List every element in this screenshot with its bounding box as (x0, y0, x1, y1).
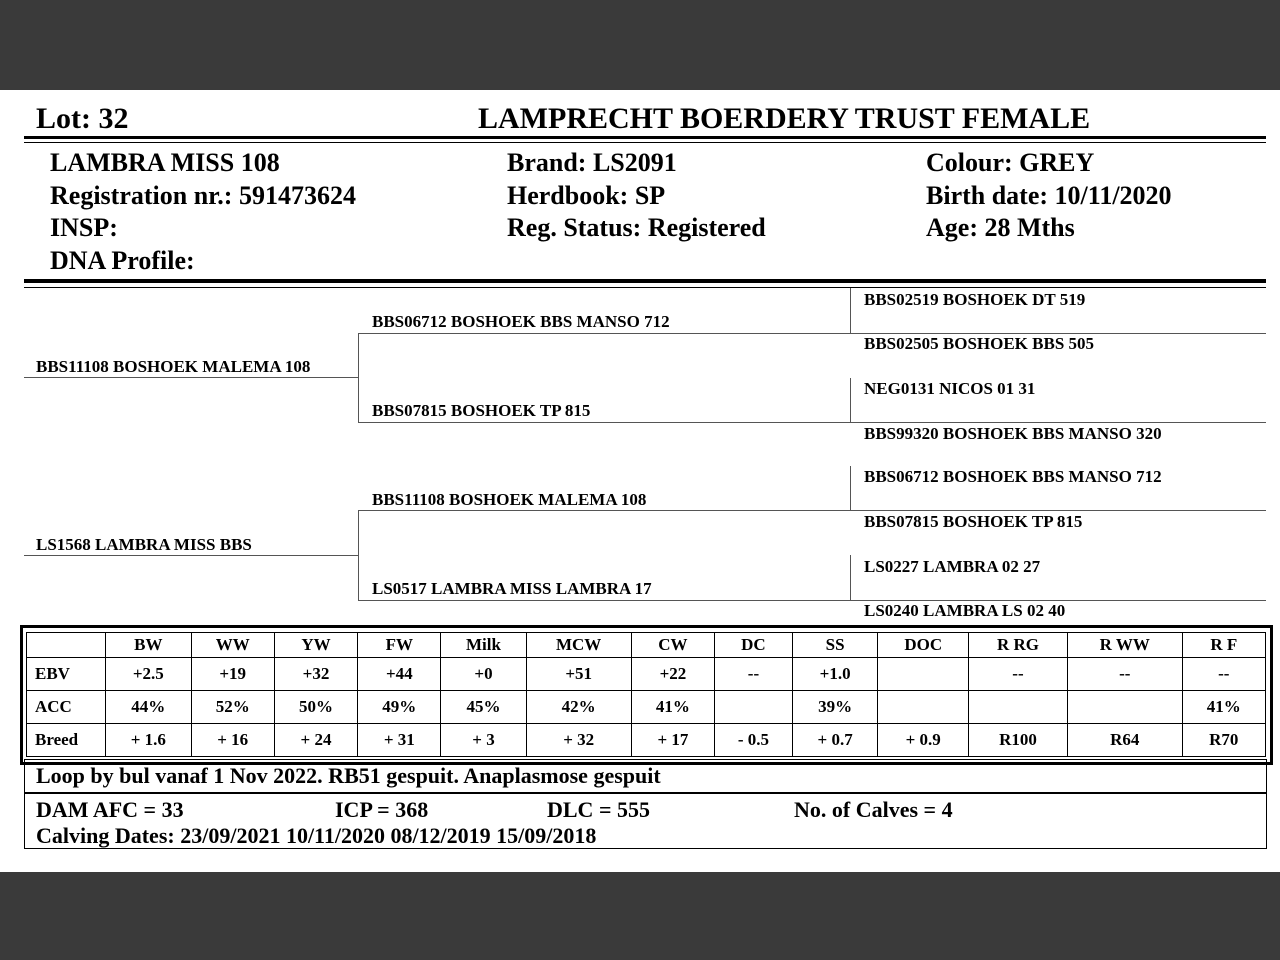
ebv-cell: 45% (441, 691, 526, 724)
dam-dlc: DLC = 555 (547, 797, 650, 822)
ebv-table (26, 632, 1266, 757)
ebv-cell: +2.5 (106, 658, 192, 691)
pedigree-gen3-2: BBS02505 BOSHOEK BBS 505 (864, 334, 1095, 353)
ebv-header-cell: R WW (1067, 633, 1182, 658)
ebv-header-cell: R RG (969, 633, 1068, 658)
dam-stats-box (24, 793, 1267, 849)
ebv-cell: +0 (441, 658, 526, 691)
ebv-row-acc (27, 691, 1266, 724)
insp-label: INSP: (50, 213, 118, 242)
ebv-header-cell: R F (1182, 633, 1265, 658)
ebv-row-breed (27, 724, 1266, 757)
ebv-cell: 41% (1182, 691, 1265, 724)
ebv-cell: R64 (1067, 724, 1182, 757)
ebv-header-cell: MCW (526, 633, 631, 658)
ebv-header-cell: BW (106, 633, 192, 658)
ebv-cell: 50% (274, 691, 357, 724)
sheet-title: LAMPRECHT BOERDERY TRUST FEMALE (478, 102, 1091, 135)
ebv-cell: 42% (526, 691, 631, 724)
ebv-cell: +22 (631, 658, 714, 691)
brand: Brand: LS2091 (507, 148, 677, 177)
pedigree-dam-sire: BBS11108 BOSHOEK MALEMA 108 (372, 490, 647, 509)
ebv-header-cell: DC (715, 633, 793, 658)
ebv-cell (878, 691, 969, 724)
ebv-cell: 52% (191, 691, 274, 724)
ebv-cell: -- (715, 658, 793, 691)
registration-number: Registration nr.: 591473624 (50, 181, 356, 210)
ebv-cell: -- (1182, 658, 1265, 691)
pedigree-gen3-5: BBS06712 BOSHOEK BBS MANSO 712 (864, 467, 1162, 486)
ebv-cell (878, 658, 969, 691)
dam-calving-dates: Calving Dates: 23/09/2021 10/11/2020 08/12/2019 15/09/2018 (36, 823, 597, 848)
ebv-cell: +51 (526, 658, 631, 691)
ebv-cell (1067, 691, 1182, 724)
ebv-header-cell: DOC (878, 633, 969, 658)
ebv-cell (715, 691, 793, 724)
pedigree-sire-sire: BBS06712 BOSHOEK BBS MANSO 712 (372, 312, 670, 331)
notes-text: Loop by bul vanaf 1 Nov 2022. RB51 gespuit. Anaplasmose gespuit (36, 763, 661, 788)
ebv-cell: R70 (1182, 724, 1265, 757)
ebv-header-row (27, 633, 1266, 658)
ebv-cell: + 0.9 (878, 724, 969, 757)
pedigree-gen3-8: LS0240 LAMBRA LS 02 40 (864, 601, 1066, 620)
ebv-row-label: ACC (27, 691, 106, 724)
dna-profile-label: DNA Profile: (50, 246, 195, 275)
lot-sheet (0, 90, 1280, 872)
ebv-header-cell: YW (274, 633, 357, 658)
registration-status: Reg. Status: Registered (507, 213, 766, 242)
animal-name: LAMBRA MISS 108 (50, 148, 280, 177)
title-rule-thin (24, 142, 1266, 143)
notes-box (24, 759, 1267, 793)
ebv-row-label: Breed (27, 724, 106, 757)
ebv-header-blank (27, 633, 106, 658)
ebv-cell: + 3 (441, 724, 526, 757)
ebv-cell: + 17 (631, 724, 714, 757)
ebv-cell: 49% (358, 691, 441, 724)
ebv-header-cell: WW (191, 633, 274, 658)
title-rule-thick (24, 136, 1266, 139)
dam-number-of-calves: No. of Calves = 4 (794, 797, 953, 822)
ebv-cell (969, 691, 1068, 724)
info-rule-thin (24, 287, 1266, 288)
ebv-cell: +1.0 (792, 658, 878, 691)
pedigree-sire-dam: BBS07815 BOSHOEK TP 815 (372, 401, 591, 420)
bottom-dark-band (0, 872, 1280, 960)
ebv-cell: + 16 (191, 724, 274, 757)
ebv-cell: 41% (631, 691, 714, 724)
ebv-cell: -- (1067, 658, 1182, 691)
pedigree-gen3-4: BBS99320 BOSHOEK BBS MANSO 320 (864, 424, 1162, 443)
pedigree-gen3-3: NEG0131 NICOS 01 31 (864, 379, 1036, 398)
info-rule-thick (24, 279, 1266, 283)
dam-icp: ICP = 368 (335, 797, 429, 822)
pedigree-dam-dam: LS0517 LAMBRA MISS LAMBRA 17 (372, 579, 652, 598)
lot-number: Lot: 32 (36, 102, 129, 135)
ebv-cell: + 32 (526, 724, 631, 757)
ebv-header-cell: SS (792, 633, 878, 658)
ebv-cell: + 1.6 (106, 724, 192, 757)
herdbook: Herdbook: SP (507, 181, 666, 210)
ebv-header-cell: Milk (441, 633, 526, 658)
ebv-cell: + 24 (274, 724, 357, 757)
ebv-cell: + 31 (358, 724, 441, 757)
pedigree-gen3-1: BBS02519 BOSHOEK DT 519 (864, 290, 1086, 309)
colour: Colour: GREY (926, 148, 1095, 177)
birth-date: Birth date: 10/11/2020 (926, 181, 1172, 210)
ebv-cell: +32 (274, 658, 357, 691)
dam-afc: DAM AFC = 33 (36, 797, 184, 822)
ebv-cell: + 0.7 (792, 724, 878, 757)
ebv-cell: -- (969, 658, 1068, 691)
ebv-row-label: EBV (27, 658, 106, 691)
pedigree-dam: LS1568 LAMBRA MISS BBS (36, 535, 252, 554)
ebv-row-ebv (27, 658, 1266, 691)
ebv-cell: +19 (191, 658, 274, 691)
ebv-cell: 39% (792, 691, 878, 724)
top-dark-band (0, 0, 1280, 90)
ebv-header-cell: CW (631, 633, 714, 658)
pedigree-gen3-7: LS0227 LAMBRA 02 27 (864, 557, 1041, 576)
ebv-cell: 44% (106, 691, 192, 724)
ebv-cell: R100 (969, 724, 1068, 757)
pedigree-gen3-6: BBS07815 BOSHOEK TP 815 (864, 512, 1083, 531)
ebv-cell: - 0.5 (715, 724, 793, 757)
age: Age: 28 Mths (926, 213, 1075, 242)
pedigree-sire: BBS11108 BOSHOEK MALEMA 108 (36, 357, 311, 376)
ebv-header-cell: FW (358, 633, 441, 658)
ebv-cell: +44 (358, 658, 441, 691)
